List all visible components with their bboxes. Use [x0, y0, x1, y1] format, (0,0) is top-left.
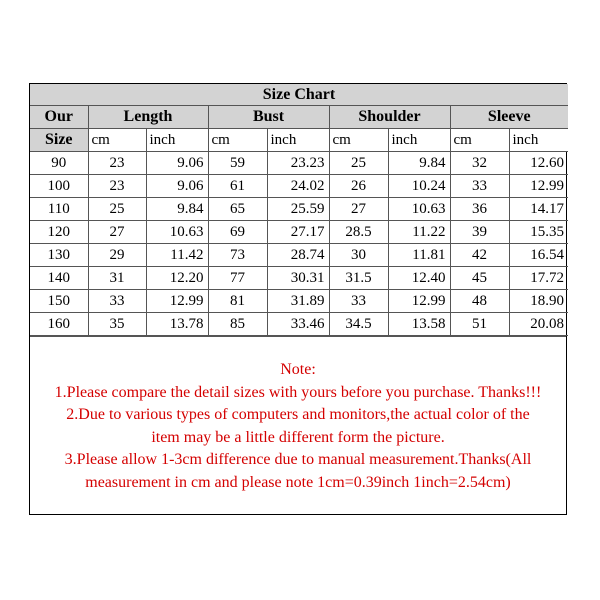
size-rows — [30, 152, 568, 336]
length-cm-cell: 33 — [88, 290, 146, 313]
sleeve-inch-cell: 18.90 — [509, 290, 568, 313]
shoulder-inch-cell: 11.22 — [388, 221, 450, 244]
note-line-1: 1.Please compare the detail sizes with yours before you purchase. Thanks!!! — [54, 383, 542, 401]
sleeve-inch-cell: 12.60 — [509, 152, 568, 175]
length-cm-cell: 29 — [88, 244, 146, 267]
shoulder-inch-cell: 12.40 — [388, 267, 450, 290]
size-cell: 100 — [30, 175, 88, 198]
bust-inch-cell: 31.89 — [267, 290, 329, 313]
length-inch-cell: 12.99 — [146, 290, 208, 313]
length-cm-cell: 25 — [88, 198, 146, 221]
size-cell: 120 — [30, 221, 88, 244]
sleeve-inch-cell: 15.35 — [509, 221, 568, 244]
bust-cm-cell: 73 — [208, 244, 267, 267]
shoulder-cm-cell: 26 — [329, 175, 388, 198]
bust-inch-cell: 33.46 — [267, 313, 329, 336]
length-inch-cell: 11.42 — [146, 244, 208, 267]
note-line-2-cont: item may be a little different form the picture. — [151, 428, 445, 446]
bust-inch-cell: 24.02 — [267, 175, 329, 198]
size-cell: 90 — [30, 152, 88, 175]
bust-inch-cell: 25.59 — [267, 198, 329, 221]
shoulder-cm-cell: 27 — [329, 198, 388, 221]
sleeve-cm-cell: 45 — [450, 267, 509, 290]
length-cm-cell: 35 — [88, 313, 146, 336]
table-row — [30, 313, 568, 336]
unit-length-cm: cm — [88, 129, 146, 152]
length-inch-cell: 9.84 — [146, 198, 208, 221]
shoulder-inch-cell: 10.63 — [388, 198, 450, 221]
size-cell: 160 — [30, 313, 88, 336]
sleeve-inch-cell: 14.17 — [509, 198, 568, 221]
bust-cm-cell: 65 — [208, 198, 267, 221]
size-cell: 140 — [30, 267, 88, 290]
unit-bust-cm: cm — [208, 129, 267, 152]
unit-sleeve-cm: cm — [450, 129, 509, 152]
sleeve-inch-cell: 17.72 — [509, 267, 568, 290]
length-cm-cell: 27 — [88, 221, 146, 244]
size-cell: 110 — [30, 198, 88, 221]
bust-cm-cell: 61 — [208, 175, 267, 198]
table-row — [30, 175, 568, 198]
sleeve-inch-cell: 20.08 — [509, 313, 568, 336]
size-cell: 150 — [30, 290, 88, 313]
note-line-2: 2.Due to various types of computers and monitors,the actual color of the — [66, 406, 530, 423]
group-sleeve: Sleeve — [450, 106, 568, 129]
shoulder-inch-cell: 9.84 — [388, 152, 450, 175]
sleeve-cm-cell: 32 — [450, 152, 509, 175]
table-row — [30, 290, 568, 313]
bust-cm-cell: 69 — [208, 221, 267, 244]
bust-cm-cell: 77 — [208, 267, 267, 290]
length-cm-cell: 23 — [88, 175, 146, 198]
shoulder-inch-cell: 13.58 — [388, 313, 450, 336]
chart-title: Size Chart — [30, 84, 568, 106]
bust-inch-cell: 23.23 — [267, 152, 329, 175]
bust-inch-cell: 30.31 — [267, 267, 329, 290]
unit-shoulder-inch: inch — [388, 129, 450, 152]
unit-sleeve-inch: inch — [509, 129, 568, 152]
shoulder-cm-cell: 31.5 — [329, 267, 388, 290]
table-row — [30, 152, 568, 175]
sleeve-cm-cell: 33 — [450, 175, 509, 198]
length-inch-cell: 12.20 — [146, 267, 208, 290]
bust-cm-cell: 59 — [208, 152, 267, 175]
note-heading: Note: — [280, 361, 316, 378]
size-chart-table — [30, 84, 568, 336]
size-cell: 130 — [30, 244, 88, 267]
table-row — [30, 221, 568, 244]
shoulder-cm-cell: 34.5 — [329, 313, 388, 336]
length-inch-cell: 9.06 — [146, 175, 208, 198]
table-row — [30, 244, 568, 267]
length-inch-cell: 9.06 — [146, 152, 208, 175]
sleeve-cm-cell: 51 — [450, 313, 509, 336]
length-inch-cell: 10.63 — [146, 221, 208, 244]
shoulder-inch-cell: 12.99 — [388, 290, 450, 313]
unit-length-inch: inch — [146, 129, 208, 152]
length-cm-cell: 31 — [88, 267, 146, 290]
shoulder-cm-cell: 25 — [329, 152, 388, 175]
shoulder-inch-cell: 11.81 — [388, 244, 450, 267]
sleeve-cm-cell: 36 — [450, 198, 509, 221]
sleeve-inch-cell: 12.99 — [509, 175, 568, 198]
length-cm-cell: 23 — [88, 152, 146, 175]
unit-bust-inch: inch — [267, 129, 329, 152]
notes-section — [30, 336, 566, 511]
sleeve-cm-cell: 42 — [450, 244, 509, 267]
length-inch-cell: 13.78 — [146, 313, 208, 336]
size-chart — [29, 83, 567, 515]
shoulder-cm-cell: 33 — [329, 290, 388, 313]
table-row — [30, 267, 568, 290]
group-length: Length — [88, 106, 208, 129]
size-label: Size — [30, 129, 88, 152]
group-shoulder: Shoulder — [329, 106, 450, 129]
note-line-3-cont: measurement in cm and please note 1cm=0.39inch 1inch=2.54cm) — [85, 473, 511, 491]
table-row — [30, 198, 568, 221]
shoulder-inch-cell: 10.24 — [388, 175, 450, 198]
unit-shoulder-cm: cm — [329, 129, 388, 152]
bust-inch-cell: 27.17 — [267, 221, 329, 244]
bust-cm-cell: 85 — [208, 313, 267, 336]
note-line-3: 3.Please allow 1-3cm difference due to manual measurement.Thanks(All — [64, 451, 532, 468]
group-bust: Bust — [208, 106, 329, 129]
our-label: Our — [30, 106, 88, 129]
sleeve-inch-cell: 16.54 — [509, 244, 568, 267]
sleeve-cm-cell: 39 — [450, 221, 509, 244]
bust-inch-cell: 28.74 — [267, 244, 329, 267]
bust-cm-cell: 81 — [208, 290, 267, 313]
shoulder-cm-cell: 30 — [329, 244, 388, 267]
sleeve-cm-cell: 48 — [450, 290, 509, 313]
shoulder-cm-cell: 28.5 — [329, 221, 388, 244]
